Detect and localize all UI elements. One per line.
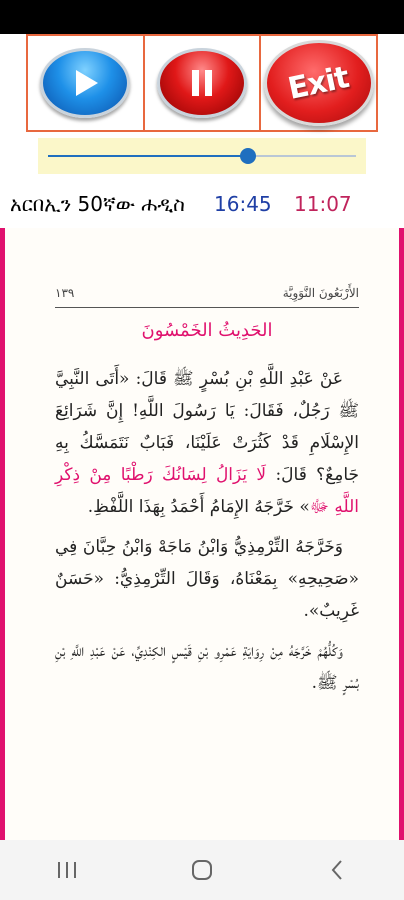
paragraph: وَخَرَّجَهُ التِّرْمِذِيُّ وَابْنُ مَاجَهْ وَابْنُ حِبَّانَ فِي «صَحِيحِهِ» بِمَعْنَاهُ، وَقَالَ التِّرْمِذِيُّ: «حَسَنٌ غَرِيبٌ». xyxy=(55,537,359,621)
recents-button[interactable] xyxy=(37,850,97,890)
track-info xyxy=(0,184,404,224)
home-icon xyxy=(190,858,214,882)
play-icon xyxy=(40,48,130,118)
book-title: الأَرْبَعُونَ النَّوَوِيَّة xyxy=(282,286,359,300)
book-page xyxy=(0,228,404,840)
paragraph xyxy=(55,363,359,523)
exit-button[interactable] xyxy=(261,36,376,130)
back-icon xyxy=(329,858,345,882)
current-time: 16:45 xyxy=(214,192,272,216)
text-segment: » خَرَّجَهُ الإِمَامُ أَحْمَدُ بِهَذَا اللَّفْظِ. xyxy=(87,497,310,517)
page-header xyxy=(55,286,359,306)
back-button[interactable] xyxy=(307,850,367,890)
hadith-text xyxy=(55,363,359,707)
player-controls xyxy=(26,34,378,132)
paragraph: وَكُلُّهُمْ خَرَّجَهُ مِنْ رِوَايَةِ عَمْرِو بْنِ قَيْسٍ الكِنْدِيِّ، عَنْ عَبْدِ اللَّهِ بْنِ بُسْرٍ ﷺ. xyxy=(55,641,359,693)
page-number: ١٣٩ xyxy=(55,286,75,300)
header-divider xyxy=(55,307,359,308)
recents-icon xyxy=(56,860,78,880)
total-time: 11:07 xyxy=(294,192,352,216)
progress-fill xyxy=(48,155,248,157)
exit-icon xyxy=(264,40,374,126)
text-segment: عَنْ عَبْدِ اللَّهِ بْنِ بُسْرٍ ﷺ قَالَ: «أَتَى النَّبِيَّ ﷺ رَجُلٌ، فَقَالَ: يَا رَسُولَ اللَّهِ! إِنَّ شَرَائِعَ الإِسْلَامِ قَدْ كَثُرَتْ عَلَيْنَا، فَبَابٌ نَتَمَسَّكُ بِهِ جَامِعٌ؟ قَالَ: xyxy=(55,369,360,485)
exit-label: Exit xyxy=(285,59,352,107)
progress-thumb[interactable] xyxy=(240,148,256,164)
pause-button[interactable] xyxy=(145,36,262,130)
home-button[interactable] xyxy=(172,850,232,890)
highlighted-text: لَا يَزَالُ لِسَانُكَ رَطْبًا مِنْ ذِكْرِ اللَّهِ ﷻ xyxy=(55,465,359,517)
progress-slider[interactable] xyxy=(48,155,356,157)
track-title: አርበኢን 50ኛው ሐዲስ xyxy=(10,192,185,216)
hadith-title: الحَدِيثُ الخَمْسُونَ xyxy=(141,320,273,341)
status-bar xyxy=(0,0,404,34)
navigation-bar xyxy=(0,840,404,900)
progress-slider-area xyxy=(38,138,366,174)
pause-icon xyxy=(157,48,247,118)
play-button[interactable] xyxy=(28,36,145,130)
